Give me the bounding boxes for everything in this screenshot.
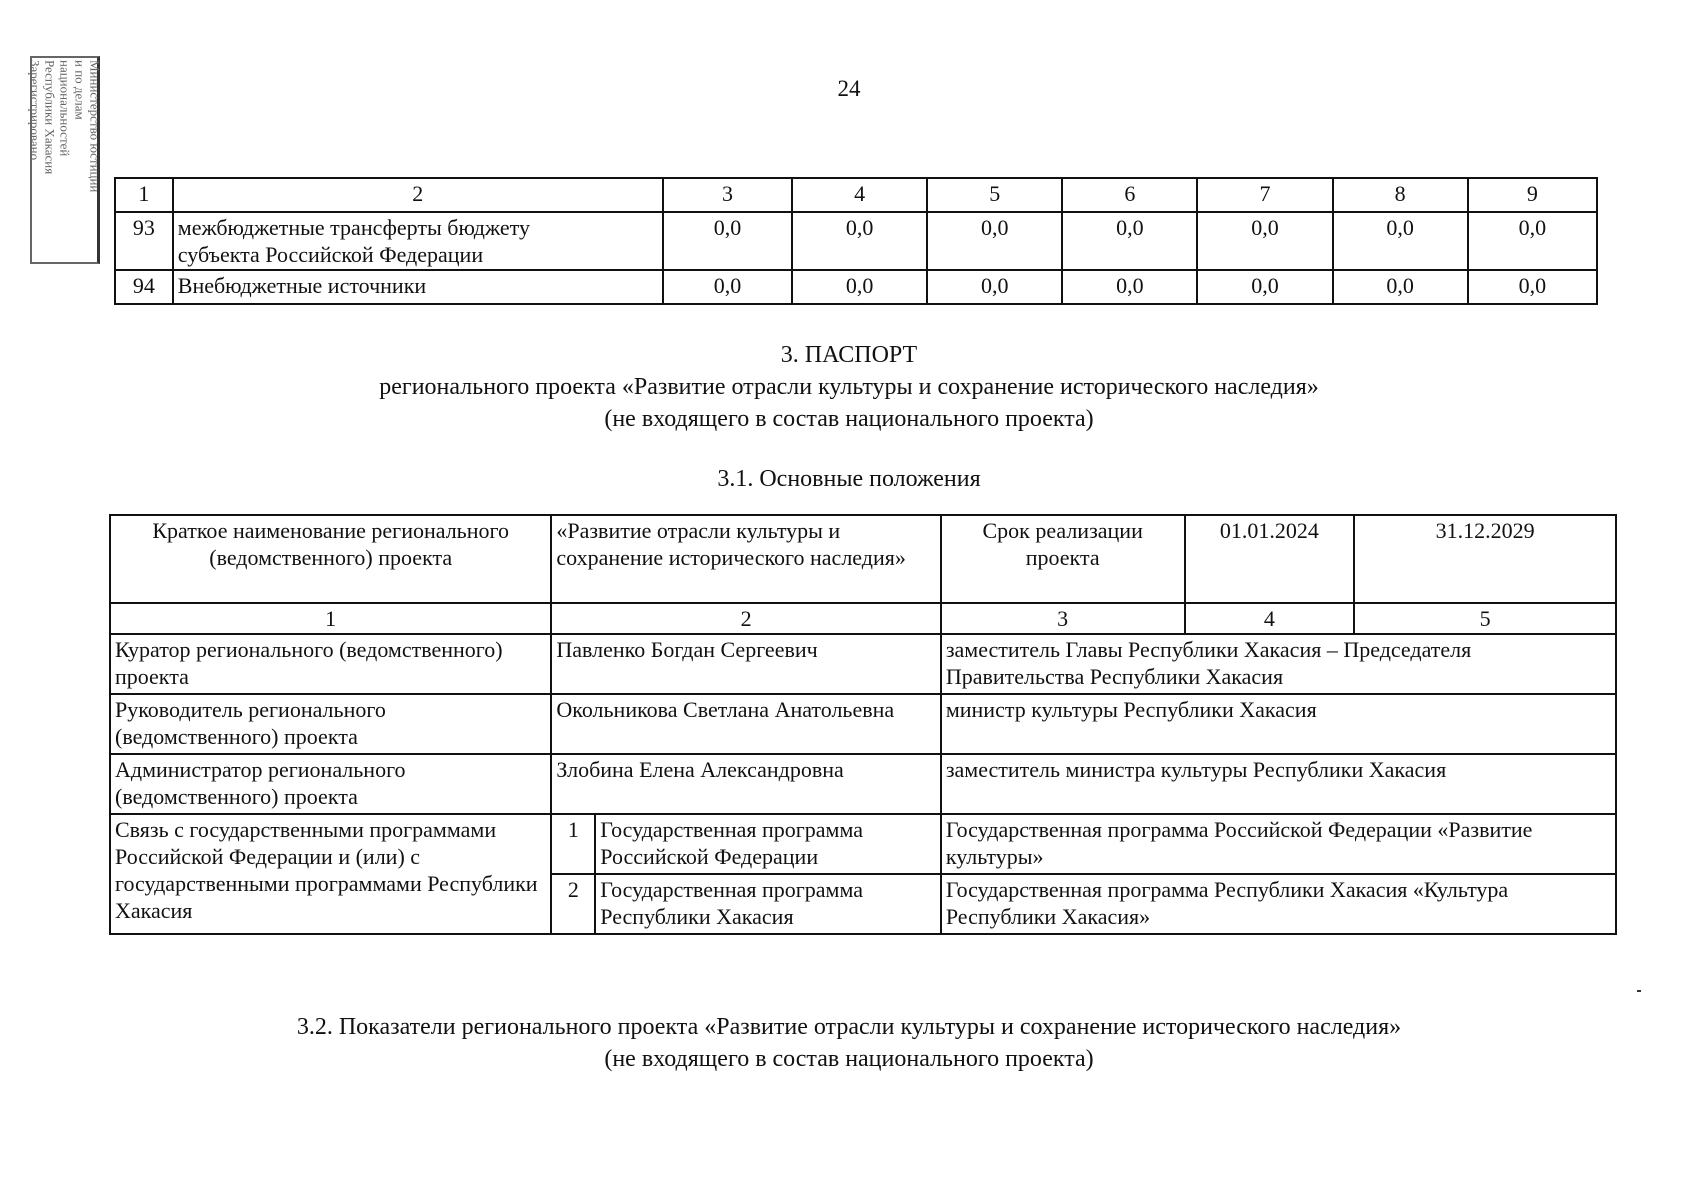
stamp-line: Министерство юстиции [87,60,102,193]
admin-row [110,754,1616,814]
admin-name: Злобина Елена Александровна [551,754,940,814]
program-index: 2 [551,874,595,934]
head-row [110,694,1616,754]
value-cell: 0,0 [1468,212,1597,270]
value-cell: 0,0 [792,212,927,270]
short-name-label: Краткое наименование регионального (ведомственного) проекта [110,515,551,603]
value-cell: 0,0 [663,212,792,270]
value-cell: 0,0 [927,270,1062,304]
section-title: 3.1. Основные положения [717,466,981,492]
program-link-label: Связь с государственными программами Российской Федерации и (или) с государственными программами Республики Хакасия [110,814,551,934]
value-cell: 0,0 [1333,270,1468,304]
indicators-title: 3.2. Показатели регионального проекта «Развитие отрасли культуры и сохранение исторического наследия» [296,1014,1402,1040]
header-cell: 2 [173,178,663,212]
header-cell: 8 [1333,178,1468,212]
curator-name: Павленко Богдан Сергеевич [551,634,940,694]
header-cell: 7 [1197,178,1332,212]
column-number: 2 [551,603,940,634]
header-cell: 6 [1062,178,1197,212]
term-label: Срок реализации проекта [941,515,1185,603]
value-cell: 0,0 [663,270,792,304]
program-type: Государственная программа Российской Федерации [595,814,941,874]
program-type: Государственная программа Республики Хакасия [595,874,941,934]
table-row [115,212,1597,270]
scan-mark [1637,990,1641,992]
value-cell: 0,0 [1062,270,1197,304]
passport-table [109,514,1617,935]
value-cell: 0,0 [1197,212,1332,270]
head-name: Окольникова Светлана Анатольевна [551,694,940,754]
value-cell: 0,0 [1468,270,1597,304]
header-cell: 4 [792,178,927,212]
stamp-line: Зарегистрировано [27,60,42,161]
row-name: Внебюджетные источники [173,270,663,304]
program-link-row [110,814,1616,874]
column-numbers-row [110,603,1616,634]
value-cell: 0,0 [1062,212,1197,270]
row-name [173,212,663,270]
admin-label: Администратор регионального (ведомственного) проекта [110,754,551,814]
curator-position: заместитель Главы Республики Хакасия – Председателя Правительства Республики Хакасия [941,634,1616,694]
value-cell: 0,0 [1197,270,1332,304]
column-number: 3 [941,603,1185,634]
curator-label: Куратор регионального (ведомственного) проекта [110,634,551,694]
program-value: Государственная программа Российской Федерации «Развитие культуры» [941,814,1616,874]
term-end: 31.12.2029 [1354,515,1616,603]
short-name-value: «Развитие отрасли культуры и сохранение исторического наследия» [551,515,940,603]
head-label: Руководитель регионального (ведомственного) проекта [110,694,551,754]
passport-header-row [110,515,1616,603]
value-cell: 0,0 [927,212,1062,270]
row-name-line: субъекта Российской Федерации [177,242,484,267]
finance-table-header [115,178,1597,212]
program-value: Государственная программа Республики Хакасия «Культура Республики Хакасия» [941,874,1616,934]
passport-subtitle-note: (не входящего в состав национального проекта) [604,406,1094,432]
curator-row [110,634,1616,694]
stamp-line: Республики Хакасия [42,60,57,175]
header-cell: 1 [115,178,173,212]
stamp-line: и по делам [72,60,87,120]
term-start: 01.01.2024 [1185,515,1355,603]
admin-position: заместитель министра культуры Республики Хакасия [941,754,1616,814]
table-row [115,270,1597,304]
value-cell: 0,0 [1333,212,1468,270]
header-cell: 9 [1468,178,1597,212]
passport-title: 3. ПАСПОРТ [780,342,918,368]
column-number: 4 [1185,603,1355,634]
header-cell: 3 [663,178,792,212]
passport-subtitle: регионального проекта «Развитие отрасли культуры и сохранение исторического наследия» [379,374,1319,400]
column-number: 5 [1354,603,1616,634]
row-number: 93 [115,212,173,270]
page-number: 24 [837,76,861,101]
row-number: 94 [115,270,173,304]
value-cell: 0,0 [792,270,927,304]
row-name-line: межбюджетные трансферты бюджету [177,215,530,240]
indicators-subtitle: (не входящего в состав национального проекта) [604,1046,1094,1072]
program-index: 1 [551,814,595,874]
header-cell: 5 [927,178,1062,212]
finance-table [114,177,1598,305]
stamp-line: национальностей [57,60,72,157]
head-position: министр культуры Республики Хакасия [941,694,1616,754]
column-number: 1 [110,603,551,634]
